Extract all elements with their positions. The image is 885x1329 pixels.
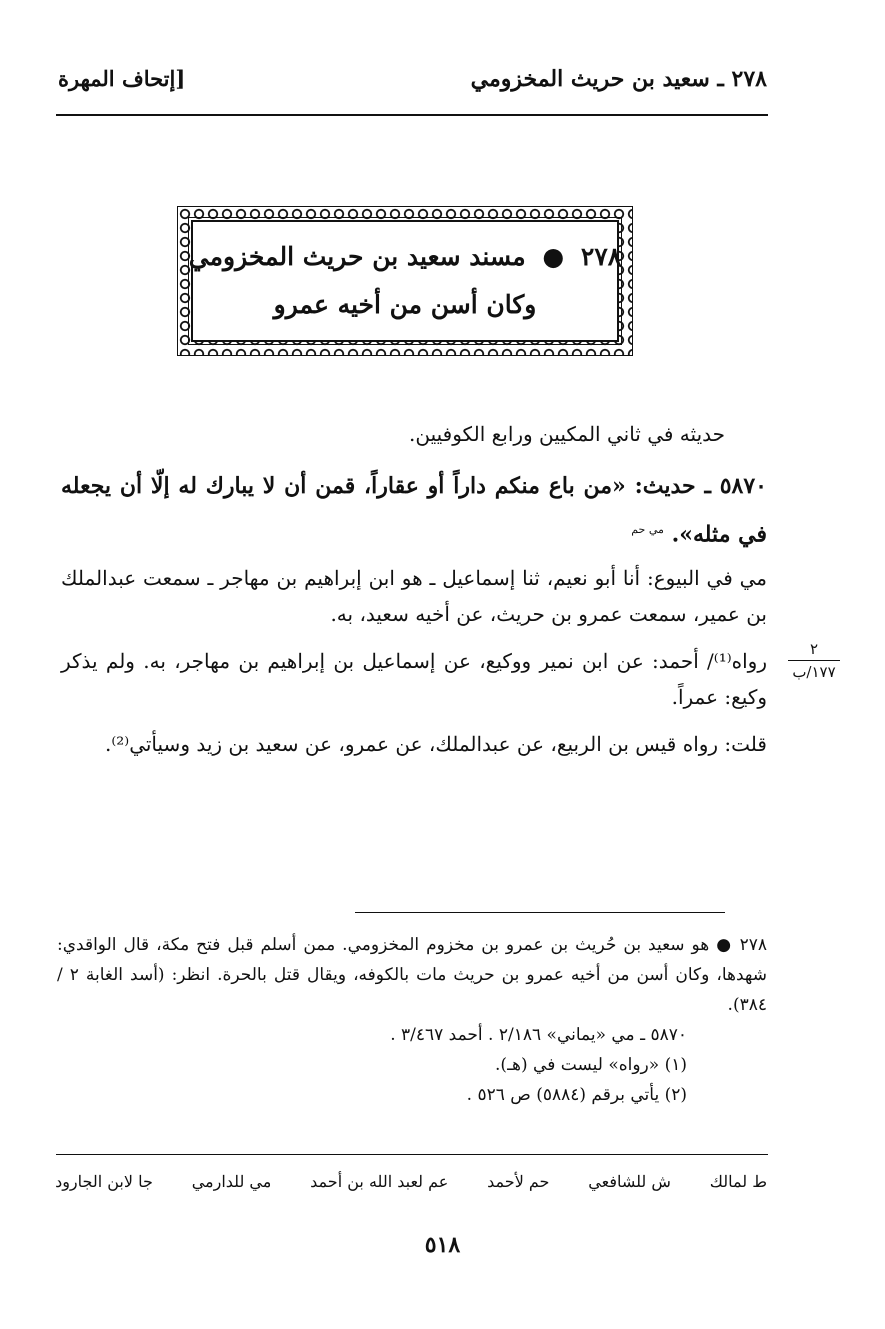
page-number: ٥١٨	[424, 1232, 461, 1258]
title-box	[188, 220, 622, 342]
title-line-1	[189, 233, 621, 281]
footnote-sources: ٥٨٧٠ ـ مي «يماني» ٢/١٨٦ . أحمد ٣/٤٦٧ .	[390, 1025, 687, 1045]
footnote-rule	[355, 912, 725, 913]
hadith-number: ٥٨٧٠ ـ	[704, 473, 767, 499]
legend-item: ط لمالك	[709, 1172, 767, 1191]
hadith-source-marks: مي حم	[631, 523, 664, 536]
legend-item: عم لعبد الله بن أحمد	[310, 1172, 449, 1191]
intro-paragraph: حديثه في ثاني المكيين ورابع الكوفيين.	[409, 422, 725, 446]
isnad-darimi-paragraph: مي في البيوع: أنا أبو نعيم، ثنا إسماعيل ـ هو ابن إبراهيم بن مهاجر ـ سمعت عبدالملك بن عمير، سمعت عمرو بن حريث، عن أخيه سعيد، به.	[61, 566, 767, 626]
footnote-2: (٢) يأتي برقم (٥٨٨٤) ص ٥٢٦ .	[466, 1085, 687, 1105]
bullet-icon: ●	[542, 242, 565, 271]
folio-top: ٢	[809, 640, 819, 658]
footnote-biography: ٢٧٨ ● هو سعيد بن حُريث بن عمرو بن مخزوم المخزومي. ممن أسلم قبل فتح مكة، قال الواقدي: شهدها، وكان أسن من أخيه عمرو بن حريث مات بالكوفه، ويقال قتل بالحرة. انظر: (أسد الغابة ٢ / ٣٨٤).	[57, 935, 768, 1015]
legend-item: حم لأحمد	[487, 1172, 550, 1191]
header-rule	[56, 114, 768, 116]
legend-item: جا لابن الجارود	[55, 1172, 153, 1191]
manuscript-folio-marker	[788, 640, 840, 681]
isnad-ahmad-paragraph: رواه⁽¹⁾/ أحمد: عن ابن نمير ووكيع، عن إسماعيل بن إبراهيم بن مهاجر، به. ولم يذكر وكيع: عمراً.	[61, 649, 767, 709]
running-header-chapter: ٢٧٨ ـ سعيد بن حريث المخزومي	[470, 66, 767, 92]
abbreviation-legend	[55, 1172, 767, 1191]
title-text: مسند سعيد بن حريث المخزومي	[188, 242, 526, 271]
running-header-book: [إتحاف المهرة	[58, 66, 186, 91]
title-number: ٢٧٨	[580, 242, 622, 271]
footnotes	[57, 930, 767, 1110]
legend-item: مي للدارمي	[191, 1172, 272, 1191]
legend-item: ش للشافعي	[588, 1172, 671, 1191]
hadith-paragraph	[61, 464, 767, 556]
title-line-2: وكان أسن من أخيه عمرو	[273, 290, 537, 319]
footnote-1: (١) «رواه» ليست في (هـ).	[495, 1055, 687, 1075]
folio-rule	[788, 660, 840, 661]
legend-rule	[56, 1154, 768, 1155]
hadith-text: حديث: «من باع منكم داراً أو عقاراً، قمن أن لا يبارك له إلّا أن يجعله في مثله».	[61, 473, 767, 548]
folio-bottom: ١٧٧/ب	[792, 663, 836, 681]
ornamental-title-frame	[177, 206, 633, 356]
note-paragraph: قلت: رواه قيس بن الربيع، عن عبدالملك، عن عمرو، عن سعيد بن زيد وسيأتي⁽²⁾.	[104, 732, 767, 756]
